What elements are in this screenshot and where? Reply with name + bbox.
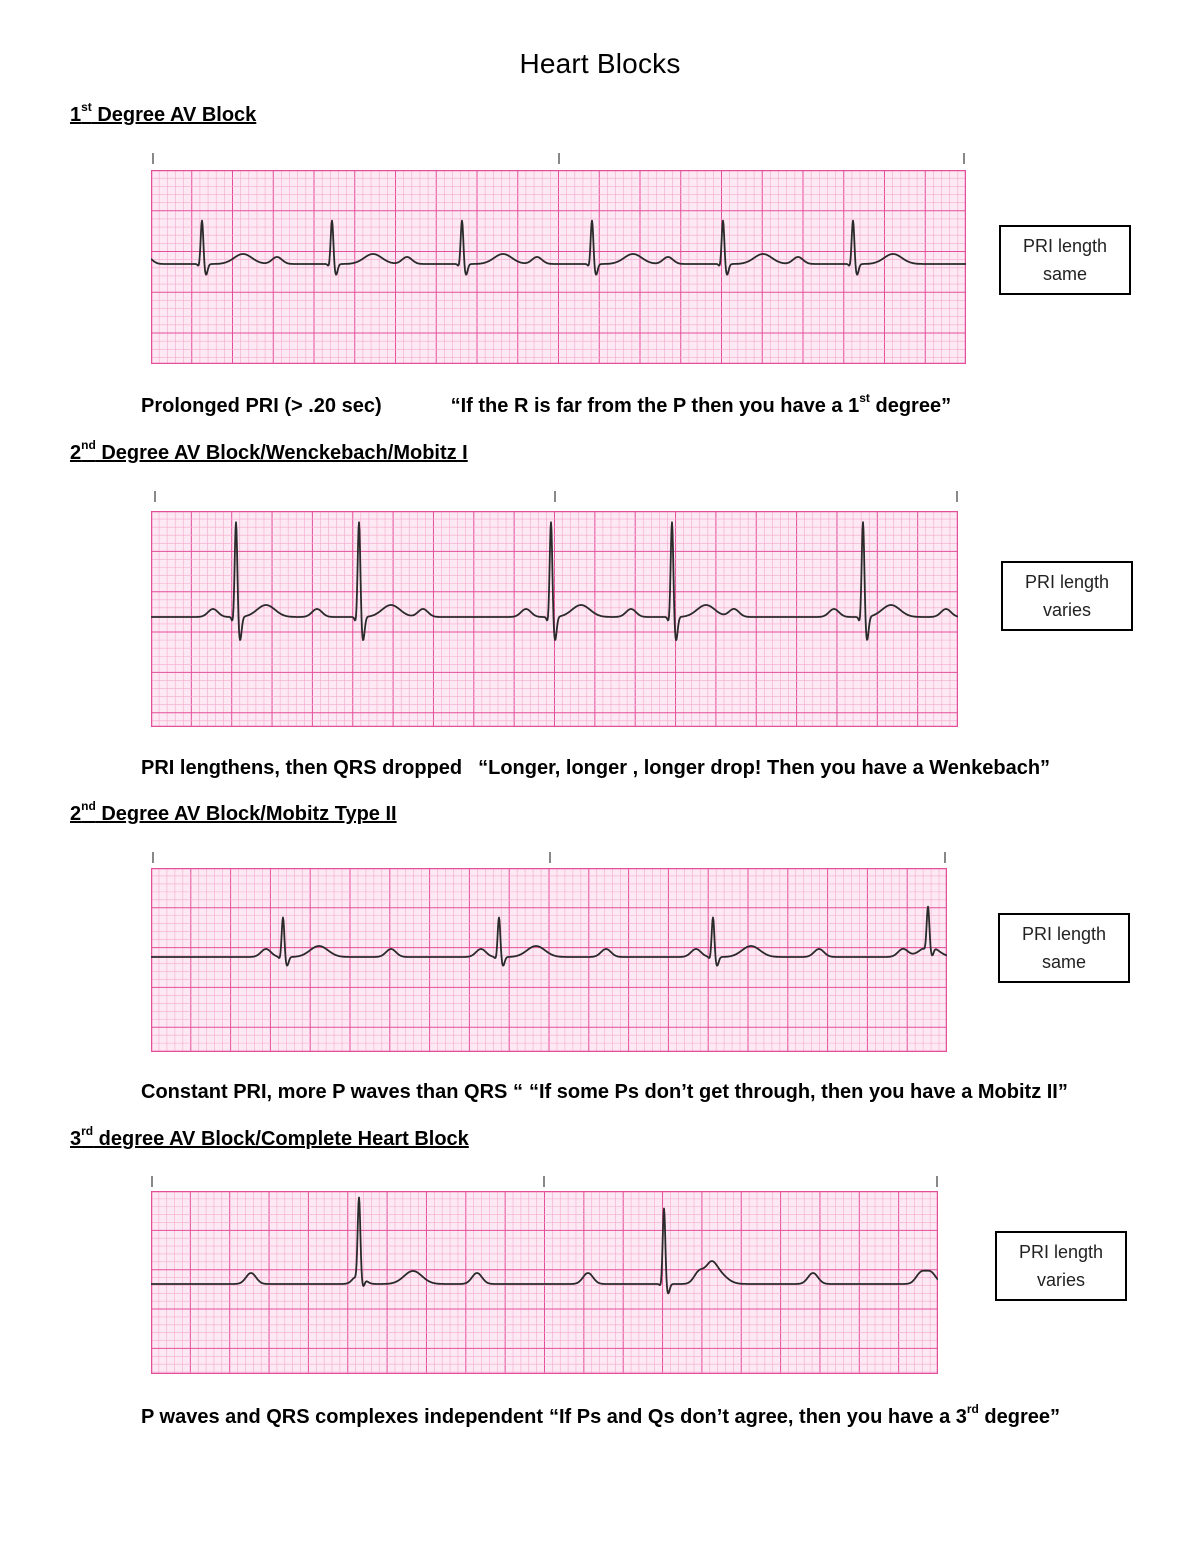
strip-tick <box>963 153 965 164</box>
strip-tick <box>956 491 958 502</box>
section-heading-mobitz-ii: 2nd Degree AV Block/Mobitz Type II <box>70 799 397 825</box>
strip-tick <box>154 491 156 502</box>
section-heading-mobitz-i: 2nd Degree AV Block/Wenckebach/Mobitz I <box>70 438 468 464</box>
ecg-strip-mobitz-i <box>151 511 958 727</box>
ecg-strip-3rd-degree <box>151 1191 938 1374</box>
strip-tick <box>554 491 556 502</box>
strip-tick <box>152 153 154 164</box>
strip-tick <box>549 852 551 863</box>
section-heading-3rd-degree: 3rd degree AV Block/Complete Heart Block <box>70 1124 469 1150</box>
section-heading-1st-degree: 1st Degree AV Block <box>70 100 257 126</box>
ecg-strip-1st-degree <box>151 170 966 364</box>
pri-note-box: PRI length varies <box>1001 561 1133 631</box>
section-caption: Prolonged PRI (> .20 sec) “If the R is far from the P then you have a 1st degree” <box>141 391 952 417</box>
strip-tick <box>558 153 560 164</box>
section-caption: P waves and QRS complexes independent “If Ps and Qs don’t agree, then you have a 3rd degree” <box>141 1402 1061 1428</box>
strip-tick <box>152 852 154 863</box>
section-caption: PRI lengthens, then QRS dropped “Longer, longer , longer drop! Then you have a Wenkebach” <box>141 757 1051 779</box>
strip-tick <box>151 1176 153 1187</box>
pri-note-box: PRI length same <box>999 225 1131 295</box>
ecg-strip-mobitz-ii <box>151 868 947 1052</box>
pri-note-box: PRI length same <box>998 913 1130 983</box>
strip-tick <box>543 1176 545 1187</box>
pri-note-box: PRI length varies <box>995 1231 1127 1301</box>
strip-tick <box>944 852 946 863</box>
page-title: Heart Blocks <box>519 48 681 79</box>
section-caption: Constant PRI, more P waves than QRS “ “If some Ps don’t get through, then you have a Mobitz II” <box>141 1081 1068 1103</box>
strip-tick <box>936 1176 938 1187</box>
